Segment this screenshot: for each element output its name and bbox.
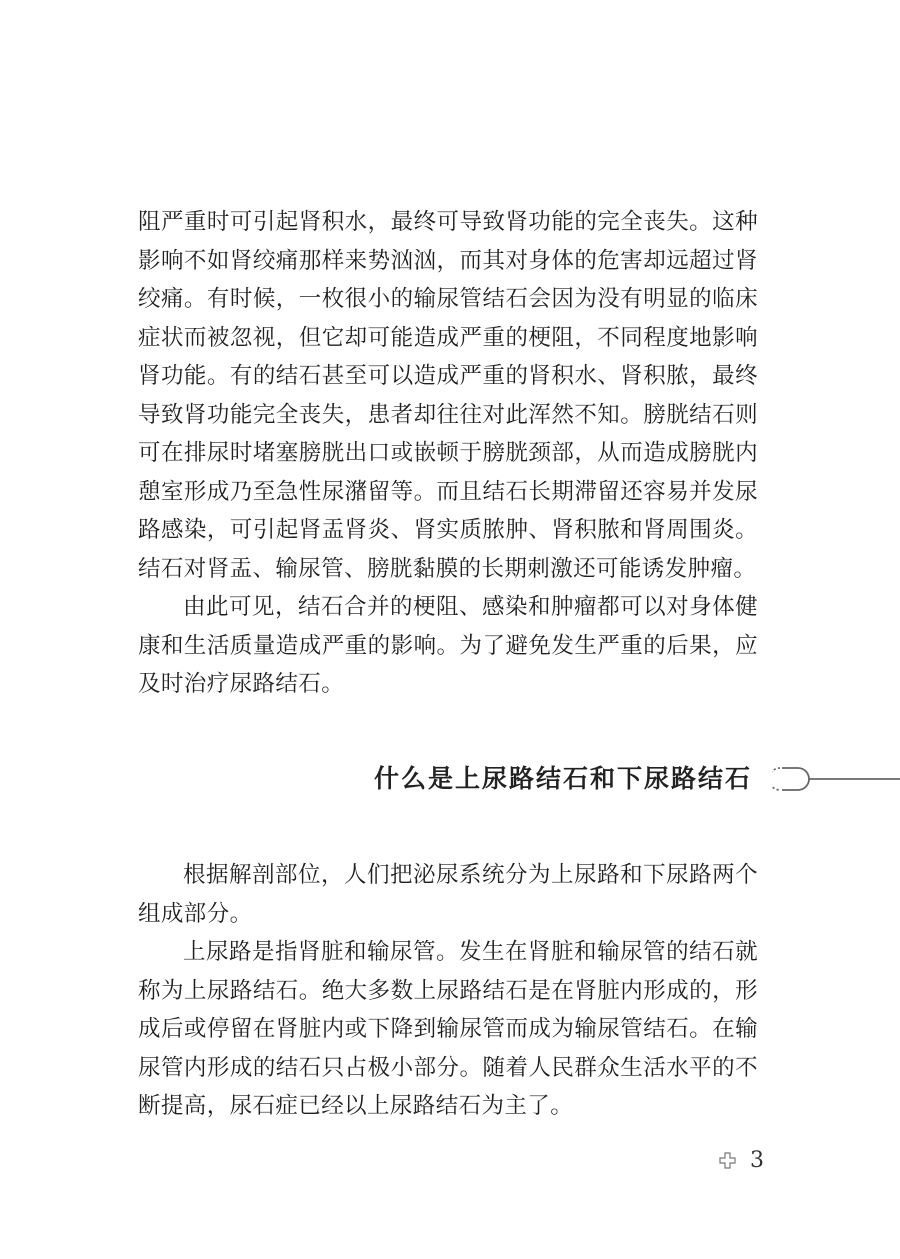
paragraph-upper-tract: 上尿路是指肾脏和输尿管。发生在肾脏和输尿管的结石就称为上尿路结石。绝大多数上尿路结石是在肾脏内形成的，形成后或停留在肾脏内或下降到输尿管而成为输尿管结石。在输尿管内形成的结石只占极小部分。随着人民群众生活水平的不断提高，尿石症已经以上尿路结石为主了。 [138, 939, 758, 1119]
page-number: 3 [750, 1148, 764, 1173]
paragraph-continued: 阻严重时可引起肾积水，最终可导致肾功能的完全丧失。这种影响不如肾绞痛那样来势汹汹，而其对身体的危害却远超过肾绞痛。有时候，一枚很小的输尿管结石会因为没有明显的临床症状而被忽视，但它却可能造成严重的梗阻，不同程度地影响肾功能。有的结石甚至可以造成严重的肾积水、肾积脓，最终导致肾功能完全丧失，患者却往往对此浑然不知。膀胱结石则可在排尿时堵塞膀胱出口或嵌顿于膀胱颈部，从而造成膀胱内憩室形成乃至急性尿潴留等。而且结石长期滞留还容易并发尿路感染，可引起肾盂肾炎、肾实质脓肿、肾积脓和肾周围炎。结石对肾盂、输尿管、膀胱黏膜的长期刺激还可能诱发肿瘤。 [138, 209, 758, 582]
paragraph-definition: 根据解剖部位，人们把泌尿系统分为上尿路和下尿路两个组成部分。 [138, 862, 758, 927]
paragraph-conclusion: 由此可见，结石合并的梗阻、感染和肿瘤都可以对身体健康和生活质量造成严重的影响。为了避免发生严重的后果，应及时治疗尿路结石。 [138, 594, 758, 697]
heading-ornament-icon [772, 764, 900, 794]
body-text-top [138, 203, 758, 704]
section-heading: 什么是上尿路结石和下尿路结石 [373, 764, 752, 793]
body-text-section [138, 856, 758, 1126]
page-footer [719, 1148, 764, 1173]
medical-cross-icon [719, 1152, 736, 1169]
